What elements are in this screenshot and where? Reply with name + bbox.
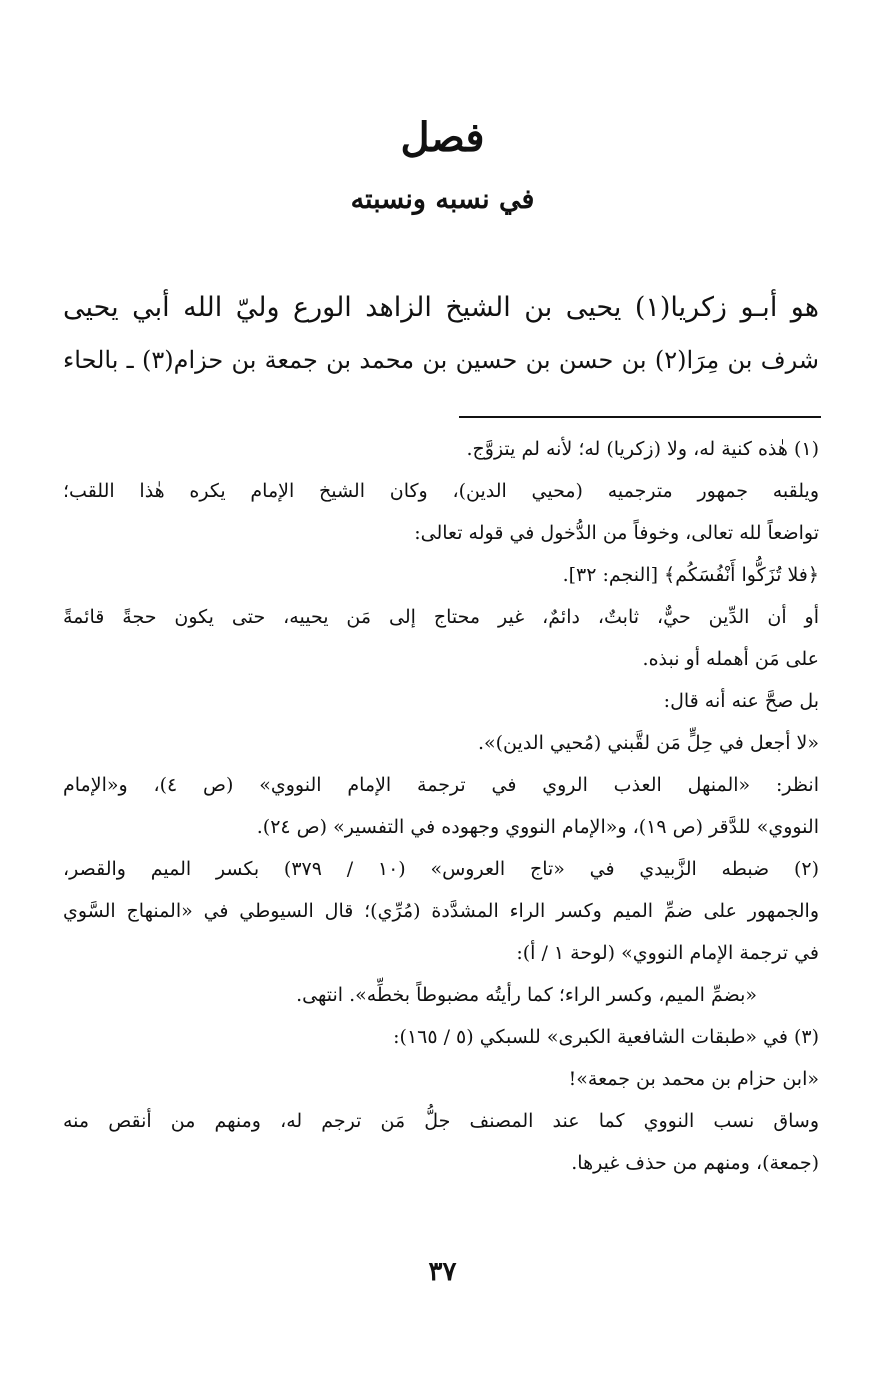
body-line: شرف بن مِرَا(٢) بن حسن بن حسين بن محمد بن جمعة بن حزام(٣) ـ بالحاء (63, 346, 819, 374)
chapter-subtitle: في نسبه ونسبته (350, 184, 535, 215)
footnote-line: «لا أجعل في حِلٍّ مَن لقَّبني (مُحيي الدين)». (477, 732, 819, 754)
footnote-line: في ترجمة الإمام النووي» (لوحة ١ / أ): (516, 942, 819, 964)
footnote-line: انظر: «المنهل العذب الروي في ترجمة الإمام النووي» (ص ٤)، و«الإمام (63, 774, 820, 796)
footnote-line: (٣) في «طبقات الشافعية الكبرى» للسبكي (٥ / ١٦٥): (393, 1026, 819, 1048)
footnote-line: (٢) ضبطه الزَّبيدي في «تاج العروس» (١٠ / ٣٧٩) بكسر الميم والقصر، (63, 858, 820, 880)
footnote-line: وساق نسب النووي كما عند المصنف جلُّ مَن ترجم له، ومنهم من أنقص منه (63, 1110, 819, 1132)
footnote-line: تواضعاً لله تعالى، وخوفاً من الدُّخول في قوله تعالى: (414, 522, 819, 544)
footnote-line: والجمهور على ضمِّ الميم وكسر الراء المشدَّدة (مُرِّي)؛ قال السيوطي في «المنهاج السَّوي (63, 900, 819, 922)
footnote-line: «بضمِّ الميم، وكسر الراء؛ كما رأيتُه مضبوطاً بخطِّه». انتهى. (296, 984, 757, 1006)
footnote-line: ويلقبه جمهور مترجميه (محيي الدين)، وكان الشيخ الإمام يكره هٰذا اللقب؛ (63, 480, 819, 502)
footnote-line: على مَن أهمله أو نبذه. (642, 648, 819, 670)
footnote-line: أو أن الدِّين حيٌّ، ثابتٌ، دائمٌ، غير محتاج إلى مَن يحييه، حتى يكون حجةً قائمةً (63, 606, 819, 628)
footnote-separator (459, 416, 821, 418)
body-line: هو أبـو زكريا(١) يحيى بن الشيخ الزاهد الورع وليّ الله أبي يحيى (63, 292, 819, 323)
main-text (63, 282, 819, 386)
page-number: ٣٧ (428, 1257, 457, 1287)
footnotes (63, 428, 819, 1184)
footnote-line: النووي» للدَّقر (ص ١٩)، و«الإمام النووي وجهوده في التفسير» (ص ٢٤). (256, 816, 819, 838)
chapter-title: فصل (400, 114, 485, 161)
footnote-line: (١) هٰذه كنية له، ولا (زكريا) له؛ لأنه لم يتزوَّج. (466, 438, 819, 460)
footnote-line: ﴿فلا تُزَكُّوا أَنْفُسَكُم﴾ [النجم: ٣٢]. (562, 564, 819, 586)
footnote-line: «ابن حزام بن محمد بن جمعة»! (568, 1068, 819, 1090)
footnote-line: (جمعة)، ومنهم من حذف غيرها. (571, 1152, 819, 1174)
footnote-line: بل صحَّ عنه أنه قال: (663, 690, 819, 712)
